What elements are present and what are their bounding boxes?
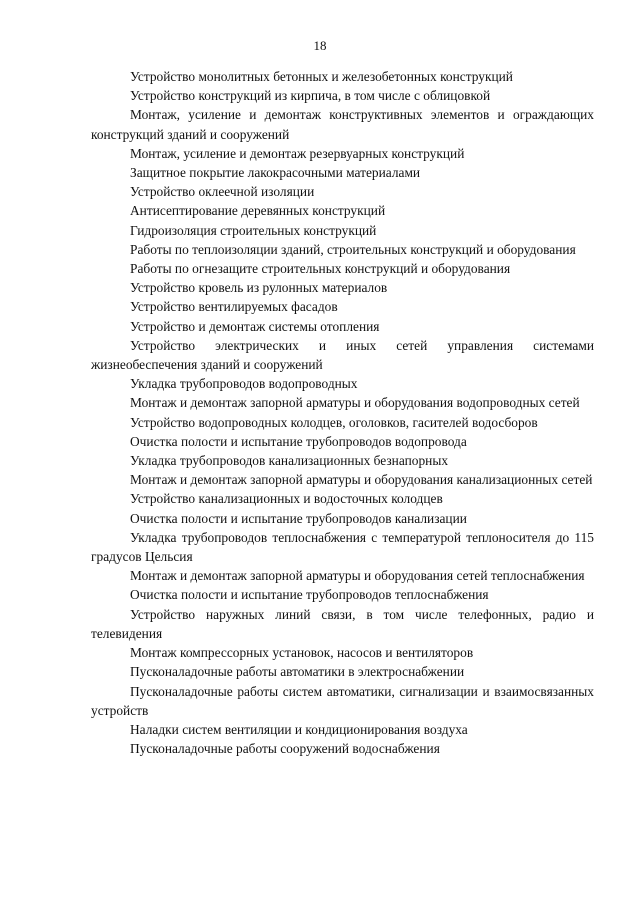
list-item: Устройство вентилируемых фасадов <box>130 299 338 315</box>
list-item: Укладка трубопроводов канализационных безнапорных <box>130 453 449 469</box>
work-types-list <box>91 67 594 758</box>
list-item: Укладка трубопроводов теплоснабжения с температурой теплоносителя до 115 градусов Цельсия <box>91 529 594 565</box>
list-item: Очистка полости и испытание трубопроводов теплоснабжения <box>130 587 489 603</box>
list-item: Монтаж и демонтаж запорной арматуры и оборудования сетей теплоснабжения <box>130 568 585 584</box>
list-item: Устройство конструкций из кирпича, в том числе с облицовкой <box>130 88 491 104</box>
page-number: 18 <box>313 38 327 53</box>
list-item: Устройство электрических и иных сетей управления системами жизнеобеспечения зданий и сооружений <box>91 337 594 373</box>
list-item: Укладка трубопроводов водопроводных <box>130 376 358 392</box>
list-item: Монтаж компрессорных установок, насосов и вентиляторов <box>130 645 474 661</box>
list-item: Устройство водопроводных колодцев, оголовков, гасителей водосборов <box>130 414 538 430</box>
list-item: Устройство оклеечной изоляции <box>130 184 315 200</box>
list-item: Очистка полости и испытание трубопроводов канализации <box>130 510 467 526</box>
list-item: Монтаж и демонтаж запорной арматуры и оборудования канализационных сетей <box>130 472 593 488</box>
list-item: Пусконаладочные работы автоматики в электроснабжении <box>130 664 465 680</box>
list-item: Монтаж и демонтаж запорной арматуры и оборудования водопроводных сетей <box>130 395 580 411</box>
list-item: Пусконаладочные работы систем автоматики, сигнализации и взаимосвязанных устройств <box>91 683 594 718</box>
list-item: Монтаж, усиление и демонтаж конструктивных элементов и ограждающих конструкций зданий и сооружений <box>91 107 594 142</box>
list-item: Устройство наружных линий связи, в том числе телефонных, радио и телевидения <box>91 606 594 641</box>
list-item: Очистка полости и испытание трубопроводов водопровода <box>130 433 467 449</box>
list-item: Устройство канализационных и водосточных колодцев <box>130 491 443 507</box>
list-item: Монтаж, усиление и демонтаж резервуарных конструкций <box>130 145 465 161</box>
list-item: Гидроизоляция строительных конструкций <box>130 222 377 238</box>
list-item: Устройство кровель из рулонных материалов <box>130 280 388 296</box>
list-item: Защитное покрытие лакокрасочными материалами <box>130 165 421 181</box>
list-item: Работы по огнезащите строительных конструкций и оборудования <box>130 261 511 277</box>
list-item: Антисептирование деревянных конструкций <box>130 203 386 219</box>
list-item: Работы по теплоизоляции зданий, строительных конструкций и оборудования <box>130 241 576 257</box>
list-item: Пусконаладочные работы сооружений водоснабжения <box>130 741 440 757</box>
list-item: Устройство монолитных бетонных и железобетонных конструкций <box>130 69 513 84</box>
list-item: Устройство и демонтаж системы отопления <box>130 318 380 334</box>
list-item: Наладки систем вентиляции и кондиционирования воздуха <box>130 721 468 737</box>
